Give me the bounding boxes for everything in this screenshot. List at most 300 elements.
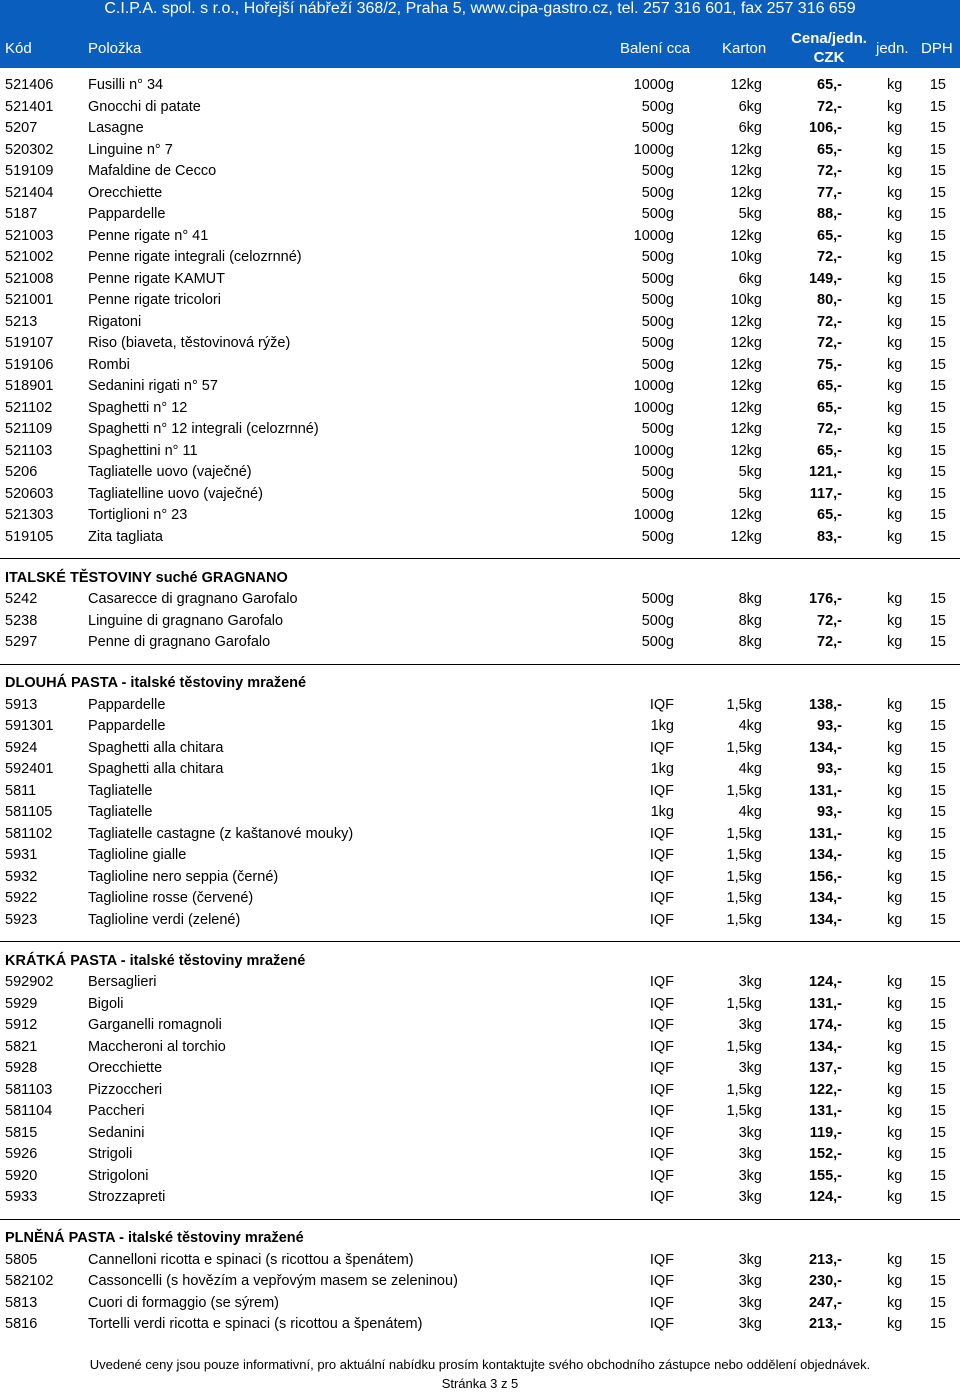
item-code: 521102 [5, 399, 53, 416]
item-name: Tortiglioni n° 23 [88, 507, 188, 523]
item-vat: 15 [929, 1294, 946, 1311]
item-package: 500g [641, 464, 674, 480]
table-row [0, 781, 960, 803]
item-unit: kg [887, 335, 903, 351]
item-unit: kg [887, 120, 903, 136]
item-price: 131,- [808, 782, 842, 799]
item-name: Tagliatelline uovo (vaječné) [88, 485, 263, 502]
item-carton: 12kg [730, 227, 762, 244]
item-package: 500g [641, 313, 674, 330]
item-code: 5297 [5, 634, 38, 650]
item-vat: 15 [929, 825, 946, 842]
table-row [0, 1293, 960, 1315]
item-package: IQF [649, 1124, 674, 1141]
item-carton: 3kg [738, 1060, 762, 1076]
item-unit: kg [887, 847, 903, 863]
item-price: 83,- [817, 528, 842, 545]
item-carton: 1,5kg [726, 847, 762, 863]
item-name: Gnocchi di patate [88, 98, 201, 115]
col-header-package: Balení cca [620, 40, 691, 57]
item-package: IQF [649, 1060, 674, 1076]
item-vat: 15 [929, 696, 946, 713]
item-code: 5931 [5, 847, 38, 863]
item-unit: kg [887, 634, 903, 650]
item-unit: kg [887, 528, 903, 545]
item-package: IQF [649, 890, 674, 906]
item-vat: 15 [929, 868, 946, 885]
item-code: 5187 [5, 206, 38, 222]
item-name: Taglioline rosse (červené) [88, 890, 254, 906]
item-unit: kg [887, 1103, 903, 1119]
item-name: Orecchiette [88, 184, 163, 201]
item-price: 77,- [817, 184, 842, 201]
item-unit: kg [887, 98, 903, 115]
item-carton: 1,5kg [726, 825, 762, 842]
item-name: Strigoloni [88, 1167, 149, 1184]
item-price: 106,- [808, 120, 842, 136]
item-name: Tagliatelle uovo (vaječné) [88, 464, 252, 480]
item-code: 5928 [5, 1060, 38, 1076]
item-vat: 15 [929, 1081, 946, 1098]
table-row [0, 97, 960, 119]
item-name: Pizzoccheri [88, 1081, 163, 1098]
item-vat: 15 [929, 1189, 946, 1205]
item-code: 581105 [5, 804, 53, 820]
section-divider [0, 931, 960, 951]
item-price: 137,- [808, 1060, 842, 1076]
item-name: Bigoli [88, 995, 124, 1012]
item-vat: 15 [929, 141, 946, 158]
item-unit: kg [887, 1294, 903, 1311]
item-package: IQF [649, 1294, 674, 1311]
item-unit: kg [887, 249, 903, 265]
item-vat: 15 [929, 335, 946, 351]
item-carton: 1,5kg [726, 782, 762, 799]
item-vat: 15 [929, 184, 946, 201]
table-row [0, 290, 960, 312]
item-code: 581104 [5, 1103, 53, 1119]
item-unit: kg [887, 1251, 903, 1268]
item-package: IQF [649, 1081, 674, 1098]
item-carton: 8kg [738, 612, 762, 629]
item-package: IQF [649, 974, 674, 990]
item-carton: 4kg [738, 804, 762, 820]
item-unit: kg [887, 356, 903, 373]
table-row [0, 398, 960, 420]
item-vat: 15 [929, 356, 946, 373]
item-unit: kg [887, 911, 903, 928]
item-vat: 15 [929, 1060, 946, 1076]
item-name: Bersaglieri [88, 974, 157, 990]
item-carton: 5kg [738, 485, 762, 502]
item-price: 72,- [817, 335, 842, 351]
item-carton: 1,5kg [726, 1081, 762, 1098]
item-package: IQF [649, 1103, 674, 1119]
col-header-code: Kód [5, 40, 32, 57]
item-unit: kg [887, 761, 903, 777]
item-code: 518901 [5, 378, 54, 394]
item-code: 5923 [5, 911, 38, 928]
item-unit: kg [887, 868, 903, 885]
item-code: 5821 [5, 1038, 38, 1055]
item-price: 65,- [817, 141, 842, 158]
item-vat: 15 [929, 890, 946, 906]
item-price: 65,- [817, 507, 842, 523]
item-vat: 15 [929, 442, 946, 459]
item-carton: 12kg [730, 378, 762, 394]
item-carton: 6kg [738, 98, 762, 115]
item-name: Rombi [88, 356, 130, 373]
item-price: 131,- [808, 825, 842, 842]
item-code: 521001 [5, 292, 54, 308]
item-code: 5933 [5, 1189, 38, 1205]
item-package: 500g [641, 591, 674, 607]
item-vat: 15 [929, 1038, 946, 1055]
table-row [0, 888, 960, 910]
item-price: 156,- [808, 868, 842, 885]
item-vat: 15 [929, 782, 946, 799]
item-unit: kg [887, 378, 903, 394]
item-unit: kg [887, 739, 903, 756]
item-code: 5238 [5, 612, 38, 629]
item-carton: 3kg [738, 1167, 762, 1184]
item-unit: kg [887, 292, 903, 308]
item-carton: 12kg [730, 356, 762, 373]
item-name: Linguine n° 7 [88, 141, 173, 158]
item-carton: 1,5kg [726, 1103, 762, 1119]
item-package: IQF [649, 911, 674, 928]
item-package: 1000g [633, 442, 674, 459]
item-price: 119,- [809, 1124, 842, 1141]
item-name: Spaghetti alla chitara [88, 761, 224, 777]
table-row [0, 462, 960, 484]
item-vat: 15 [929, 120, 946, 136]
item-carton: 3kg [738, 1251, 762, 1268]
table-row [0, 355, 960, 377]
item-price: 65,- [817, 399, 842, 416]
item-code: 5213 [5, 313, 38, 330]
item-unit: kg [887, 1081, 903, 1098]
section-title: ITALSKÉ TĚSTOVINY suché GRAGNANO [5, 569, 288, 586]
item-vat: 15 [929, 1251, 946, 1268]
item-vat: 15 [929, 227, 946, 244]
footer-note: Uvedené ceny jsou pouze informativní, pro aktuální nabídku prosím kontaktujte svého obchodního zástupce nebo oddělení objednávek. [89, 1357, 871, 1372]
item-carton: 12kg [730, 507, 762, 523]
item-package: 500g [641, 292, 674, 308]
item-carton: 10kg [730, 249, 762, 265]
table-row [0, 484, 960, 506]
item-price: 80,- [817, 292, 842, 308]
item-vat: 15 [929, 995, 946, 1012]
item-code: 521401 [5, 98, 54, 115]
item-package: 1000g [633, 378, 674, 394]
item-code: 521109 [5, 421, 53, 437]
item-carton: 12kg [730, 399, 762, 416]
table-row [0, 1271, 960, 1293]
item-package: 500g [641, 206, 674, 222]
item-carton: 3kg [738, 1294, 762, 1311]
item-vat: 15 [929, 270, 946, 287]
item-vat: 15 [929, 1124, 946, 1141]
item-code: 5912 [5, 1017, 38, 1033]
item-package: 1kg [650, 804, 674, 820]
item-code: 5815 [5, 1124, 38, 1141]
col-header-vat: DPH [921, 40, 953, 57]
item-name: Cuori di formaggio (se sýrem) [88, 1294, 279, 1311]
item-name: Tagliatelle [88, 782, 153, 799]
item-name: Penne di gragnano Garofalo [88, 634, 271, 650]
item-package: IQF [649, 1273, 674, 1289]
item-package: IQF [649, 1017, 674, 1033]
item-vat: 15 [929, 761, 946, 777]
item-package: IQF [649, 1146, 674, 1162]
table-row [0, 269, 960, 291]
item-package: 500g [641, 612, 674, 629]
table-row [0, 1058, 960, 1080]
item-vat: 15 [929, 399, 946, 416]
item-vat: 15 [929, 98, 946, 115]
item-price: 247,- [808, 1294, 842, 1311]
item-vat: 15 [929, 313, 946, 330]
item-carton: 10kg [730, 292, 762, 308]
item-vat: 15 [929, 1316, 946, 1332]
item-price: 124,- [808, 1189, 842, 1205]
table-row [0, 716, 960, 738]
price-list-body [0, 75, 960, 1336]
item-code: 519106 [5, 356, 54, 373]
col-header-unit: jedn. [876, 40, 909, 57]
section-divider [0, 654, 960, 674]
item-name: Penne rigate tricolori [88, 292, 221, 308]
table-row [0, 867, 960, 889]
item-package: 500g [641, 120, 674, 136]
item-code: 592401 [5, 761, 54, 777]
item-unit: kg [887, 1167, 903, 1184]
item-package: 1kg [650, 761, 674, 777]
item-package: IQF [649, 825, 674, 842]
company-info: C.I.P.A. spol. s r.o., Hořejší nábřeží 368/2, Praha 5, www.cipa-gastro.cz, tel. 257 316 601, fax 257 316 659 [104, 0, 856, 17]
item-name: Spaghetti n° 12 integrali (celozrnné) [88, 421, 319, 437]
item-unit: kg [887, 399, 903, 416]
item-package: 1000g [633, 77, 674, 93]
table-row [0, 1037, 960, 1059]
item-name: Mafaldine de Cecco [88, 163, 217, 179]
table-row [0, 247, 960, 269]
item-carton: 5kg [738, 464, 762, 480]
col-header-price-line1: Cena/jedn. [791, 30, 867, 47]
item-code: 521404 [5, 184, 54, 201]
item-name: Sedanini rigati n° 57 [88, 378, 218, 394]
item-package: IQF [649, 1038, 674, 1055]
item-code: 5242 [5, 591, 38, 607]
item-price: 72,- [817, 313, 842, 330]
table-row [0, 632, 960, 654]
item-code: 519107 [5, 335, 54, 351]
item-vat: 15 [929, 249, 946, 265]
item-price: 134,- [808, 739, 842, 756]
item-carton: 12kg [730, 442, 762, 459]
item-carton: 3kg [738, 1273, 762, 1289]
item-price: 72,- [817, 249, 842, 265]
item-package: IQF [649, 1167, 674, 1184]
item-name: Pappardelle [88, 206, 166, 222]
table-row [0, 611, 960, 633]
item-vat: 15 [929, 718, 946, 734]
item-unit: kg [887, 1146, 903, 1162]
col-header-item: Položka [88, 40, 142, 57]
item-vat: 15 [929, 163, 946, 179]
item-code: 5816 [5, 1316, 38, 1332]
table-row [0, 333, 960, 355]
item-price: 149,- [808, 270, 842, 287]
header-bar [0, 0, 960, 68]
item-carton: 12kg [730, 528, 762, 545]
item-price: 65,- [817, 442, 842, 459]
item-carton: 1,5kg [726, 911, 762, 928]
item-name: Spaghetti n° 12 [88, 399, 188, 416]
item-code: 521003 [5, 227, 54, 244]
item-price: 134,- [808, 890, 842, 906]
item-price: 155,- [808, 1167, 842, 1184]
item-name: Garganelli romagnoli [88, 1017, 222, 1033]
item-unit: kg [887, 485, 903, 502]
item-price: 72,- [817, 98, 842, 115]
table-row [0, 759, 960, 781]
section-title: DLOUHÁ PASTA - italské těstoviny mražené [5, 675, 307, 691]
table-row [0, 1080, 960, 1102]
item-name: Tagliatelle [88, 804, 153, 820]
item-name: Taglioline nero seppia (černé) [88, 868, 279, 885]
item-carton: 3kg [738, 1124, 762, 1141]
item-unit: kg [887, 612, 903, 629]
item-vat: 15 [929, 464, 946, 480]
item-unit: kg [887, 974, 903, 990]
item-unit: kg [887, 890, 903, 906]
table-row [0, 527, 960, 549]
item-code: 5805 [5, 1251, 38, 1268]
item-unit: kg [887, 77, 903, 93]
item-package: 1000g [633, 507, 674, 523]
item-unit: kg [887, 206, 903, 222]
item-carton: 8kg [738, 634, 762, 650]
table-row [0, 1250, 960, 1272]
table-row [0, 845, 960, 867]
page-number: Stránka 3 z 5 [441, 1376, 519, 1391]
item-package: 500g [641, 634, 674, 650]
item-unit: kg [887, 184, 903, 201]
item-code: 5924 [5, 739, 38, 756]
item-unit: kg [887, 464, 903, 480]
item-unit: kg [887, 804, 903, 820]
col-header-price-line2: CZK [813, 49, 845, 66]
item-carton: 6kg [738, 270, 762, 287]
item-vat: 15 [929, 1017, 946, 1033]
item-code: 5206 [5, 464, 38, 480]
item-package: 1000g [633, 227, 674, 244]
item-package: 500g [641, 335, 674, 351]
item-name: Orecchiette [88, 1060, 163, 1076]
item-code: 5913 [5, 696, 38, 713]
item-package: IQF [649, 847, 674, 863]
item-carton: 12kg [730, 421, 762, 437]
table-row [0, 972, 960, 994]
item-unit: kg [887, 1038, 903, 1055]
item-vat: 15 [929, 421, 946, 437]
item-unit: kg [887, 141, 903, 158]
item-price: 65,- [817, 77, 842, 93]
item-unit: kg [887, 421, 903, 437]
item-vat: 15 [929, 1273, 946, 1289]
item-name: Zita tagliata [88, 528, 163, 545]
item-price: 134,- [808, 1038, 842, 1055]
table-row [0, 118, 960, 140]
item-code: 519105 [5, 528, 54, 545]
item-vat: 15 [929, 528, 946, 545]
item-name: Spaghettini n° 11 [88, 442, 198, 459]
item-price: 152,- [808, 1146, 842, 1162]
table-row [0, 1187, 960, 1209]
table-row [0, 419, 960, 441]
item-code: 521002 [5, 249, 54, 265]
item-package: 1kg [650, 718, 674, 734]
item-name: Taglioline gialle [88, 847, 187, 863]
item-code: 5926 [5, 1146, 38, 1162]
item-vat: 15 [929, 1146, 946, 1162]
item-vat: 15 [929, 485, 946, 502]
item-package: 500g [641, 485, 674, 502]
item-carton: 3kg [738, 1189, 762, 1205]
item-code: 5932 [5, 868, 38, 885]
item-unit: kg [887, 696, 903, 713]
table-row [0, 910, 960, 932]
item-name: Maccheroni al torchio [88, 1038, 226, 1055]
item-carton: 12kg [730, 163, 762, 179]
item-package: IQF [649, 1251, 674, 1268]
item-price: 72,- [817, 612, 842, 629]
item-vat: 15 [929, 634, 946, 650]
item-carton: 12kg [730, 141, 762, 158]
item-carton: 12kg [730, 335, 762, 351]
item-code: 5920 [5, 1167, 38, 1184]
table-row [0, 824, 960, 846]
item-price: 65,- [817, 227, 842, 244]
item-unit: kg [887, 270, 903, 287]
item-price: 65,- [817, 378, 842, 394]
item-price: 124,- [808, 974, 842, 990]
item-price: 230,- [808, 1273, 842, 1289]
table-row [0, 312, 960, 334]
item-name: Penne rigate n° 41 [88, 227, 209, 244]
item-carton: 3kg [738, 1146, 762, 1162]
col-header-carton: Karton [722, 40, 767, 57]
item-price: 93,- [817, 761, 842, 777]
item-unit: kg [887, 1189, 903, 1205]
item-unit: kg [887, 1124, 903, 1141]
item-vat: 15 [929, 612, 946, 629]
item-carton: 3kg [738, 1316, 762, 1332]
item-package: IQF [649, 868, 674, 885]
item-price: 121,- [808, 464, 842, 480]
section-divider [0, 1209, 960, 1229]
item-code: 521406 [5, 77, 54, 93]
item-carton: 1,5kg [726, 995, 762, 1012]
item-vat: 15 [929, 804, 946, 820]
table-row [0, 226, 960, 248]
table-row [0, 1123, 960, 1145]
table-row [0, 994, 960, 1016]
item-name: Pappardelle [88, 696, 166, 713]
table-row [0, 1101, 960, 1123]
